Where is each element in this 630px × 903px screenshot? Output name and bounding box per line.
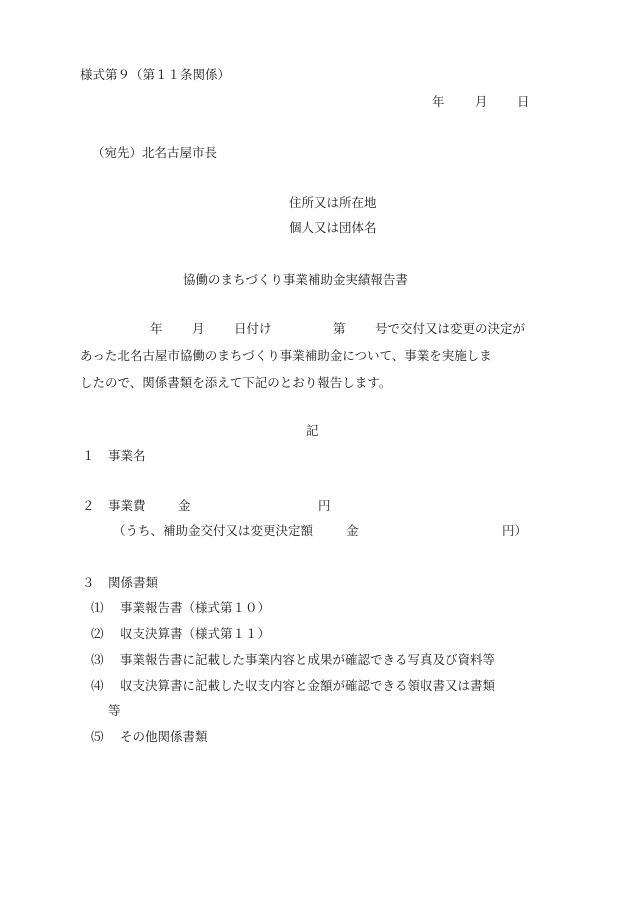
item-2-sub-suffix: 円） bbox=[502, 523, 528, 538]
body-year: 年 bbox=[150, 321, 163, 336]
form-number: 様式第９（第１１条関係） bbox=[80, 67, 231, 82]
date-year: 年 bbox=[432, 94, 445, 109]
item-1-label: 事業名 bbox=[108, 448, 146, 463]
body-line-1 bbox=[80, 315, 555, 342]
body-dated: 日付け bbox=[234, 321, 272, 336]
body-rest: 号で交付又は変更の決定が bbox=[375, 321, 526, 336]
doc-3-text: 事業報告書に記載した事業内容と成果が確認できる写真及び資料等 bbox=[120, 652, 496, 667]
item-2-sub-prefix: （うち、補助金交付又は変更決定額 bbox=[113, 523, 314, 538]
doc-5-number: ⑸ bbox=[91, 729, 104, 744]
item-3-number: ３ bbox=[82, 575, 95, 590]
body-no: 第 bbox=[333, 321, 346, 336]
item-1-number: １ bbox=[82, 448, 95, 463]
applicant-address-label: 住所又は所在地 bbox=[289, 195, 377, 210]
applicant-name-label: 個人又は団体名 bbox=[289, 220, 377, 235]
date-day: 日 bbox=[517, 94, 530, 109]
item-2-sub-kin: 金 bbox=[346, 523, 359, 538]
date-month: 月 bbox=[475, 94, 488, 109]
page-title: 協働のまちづくり事業補助金実績報告書 bbox=[183, 272, 408, 287]
item-2-kin: 金 bbox=[178, 498, 191, 513]
item-3-label: 関係書類 bbox=[108, 575, 159, 590]
ki-heading: 記 bbox=[306, 423, 319, 438]
doc-4-continuation: 等 bbox=[108, 703, 121, 718]
doc-4-text: 収支決算書に記載した収支内容と金額が確認できる領収書又は書類 bbox=[120, 678, 496, 693]
item-2-yen: 円 bbox=[318, 498, 331, 513]
body-line-3: したので、関係書類を添えて下記のとおり報告します。 bbox=[80, 375, 392, 390]
doc-2-number: ⑵ bbox=[91, 626, 104, 641]
doc-4-number: ⑷ bbox=[91, 678, 104, 693]
doc-1-text: 事業報告書（様式第１０） bbox=[120, 600, 271, 615]
body-paragraph bbox=[80, 315, 555, 396]
body-line-2: あった北名古屋市協働のまちづくり事業補助金について、事業を実施しま bbox=[80, 348, 492, 363]
doc-3-number: ⑶ bbox=[91, 652, 104, 667]
body-month: 月 bbox=[192, 321, 205, 336]
doc-2-text: 収支決算書（様式第１１） bbox=[120, 626, 271, 641]
addressee: （宛先）北名古屋市長 bbox=[92, 145, 218, 160]
doc-5-text: その他関係書類 bbox=[120, 729, 208, 744]
item-2-number: ２ bbox=[82, 498, 95, 513]
item-2-label: 事業費 bbox=[108, 498, 146, 513]
doc-1-number: ⑴ bbox=[91, 600, 104, 615]
